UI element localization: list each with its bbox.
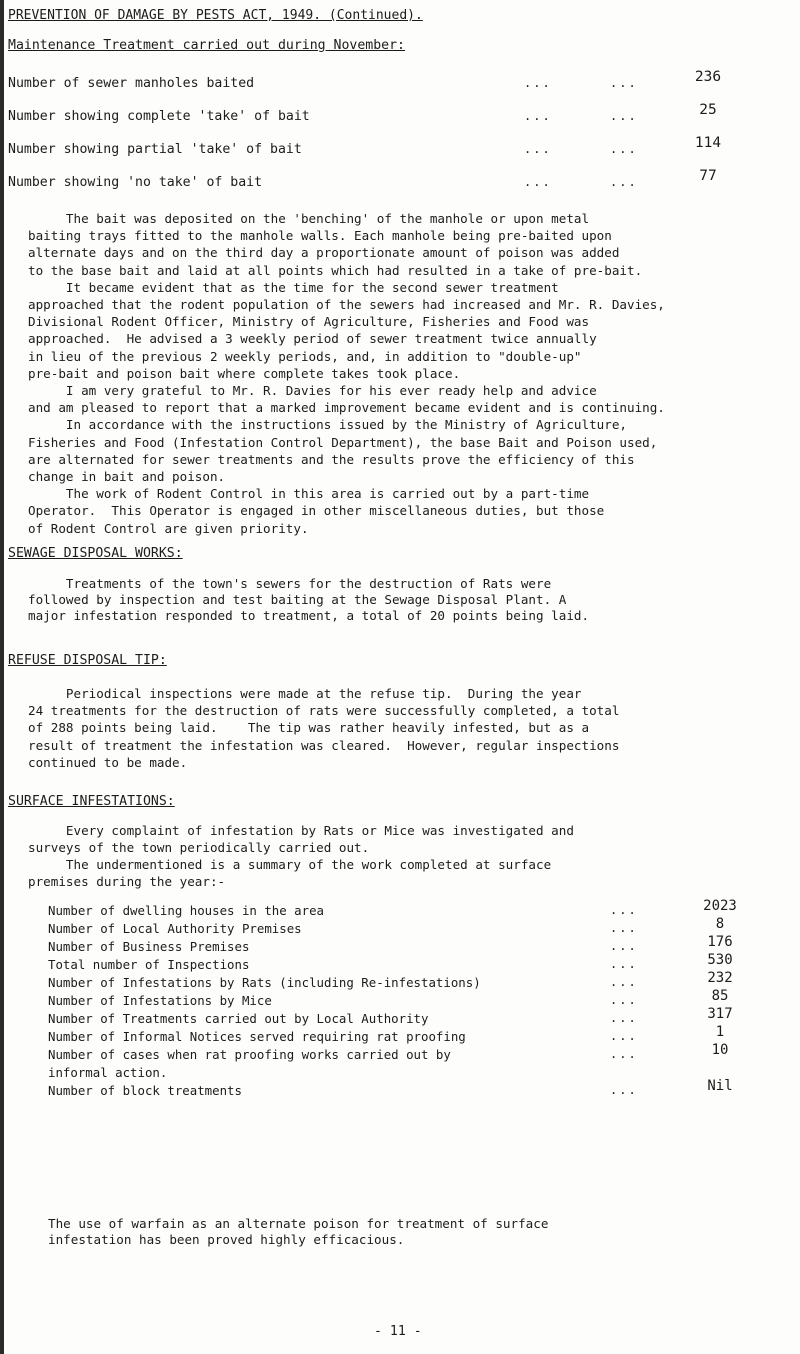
leader-dots: ... (610, 993, 638, 1007)
paragraph-line: to the base bait and laid at all points which had resulted in a take of pre-bait. (28, 262, 643, 278)
maintenance-heading: Maintenance Treatment carried out during November: (8, 38, 405, 53)
leader-dots: ... (610, 903, 638, 917)
paragraph-line: alternate days and on the third day a proportionate amount of poison was added (28, 245, 620, 261)
maintenance-row-value: 236 (694, 69, 722, 85)
page-header: PREVENTION OF DAMAGE BY PESTS ACT, 1949. (Continued). (8, 8, 423, 23)
paragraph-line: Fisheries and Food (Infestation Control Department), the base Bait and Poison used, (28, 434, 658, 450)
paragraph-line: major infestation responded to treatment, a total of 20 points being laid. (28, 608, 590, 623)
leader-dots: ... (524, 142, 552, 156)
surface-heading: SURFACE INFESTATIONS: (8, 794, 175, 809)
leader-dots: ... (610, 1047, 638, 1061)
refuse-heading: REFUSE DISPOSAL TIP: (8, 653, 167, 668)
paragraph-line: premises during the year:- (28, 874, 226, 889)
paragraph-line: Periodical inspections were made at the refuse tip. During the year (28, 686, 582, 701)
paragraph-line: I am very grateful to Mr. R. Davies for his ever ready help and advice (28, 383, 597, 399)
surface-row-value: 176 (707, 934, 733, 950)
paragraph-line: In accordance with the instructions issued by the Ministry of Agriculture, (28, 417, 627, 433)
paragraph-line: change in bait and poison. (28, 469, 226, 485)
surface-row-value: 317 (707, 1006, 733, 1022)
paragraph-line: It became evident that as the time for the second sewer treatment (28, 279, 559, 295)
refuse-paragraph (28, 685, 619, 771)
sewage-heading: SEWAGE DISPOSAL WORKS: (8, 546, 183, 561)
surface-row-label: Number of Infestations by Rats (including Re-infestations) (48, 975, 481, 990)
leader-dots: ... (524, 175, 552, 189)
paragraph-line: of 288 points being laid. The tip was rather heavily infested, but as a (28, 720, 590, 736)
surface-paragraph (28, 822, 574, 890)
paragraph-line: continued to be made. (28, 754, 188, 770)
paragraph-line: in lieu of the previous 2 weekly periods, and, in addition to "double-up" (28, 348, 582, 364)
paragraph-line: result of treatment the infestation was cleared. However, regular inspections (28, 737, 620, 753)
leader-dots: ... (610, 175, 638, 189)
surface-row-label: Number of Business Premises (48, 939, 250, 954)
paragraph-line: The bait was deposited on the 'benching' of the manhole or upon metal (28, 211, 590, 226)
paragraph-line: followed by inspection and test baiting at the Sewage Disposal Plant. A (28, 592, 567, 607)
surface-row-value: 8 (715, 916, 725, 932)
surface-row-value: 10 (711, 1042, 729, 1058)
paragraph-line: The undermentioned is a summary of the work completed at surface (28, 857, 552, 872)
leader-dots: ... (524, 109, 552, 123)
surface-row-label: Number of cases when rat proofing works carried out by (48, 1047, 451, 1062)
leader-dots: ... (610, 1083, 638, 1097)
paragraph-line: Operator. This Operator is engaged in other miscellaneous duties, but those (28, 503, 605, 519)
scan-edge (0, 0, 4, 1354)
leader-dots: ... (610, 142, 638, 156)
paragraph-line: The work of Rodent Control in this area is carried out by a part-time (28, 486, 590, 502)
surface-row-label-continued: informal action. (48, 1065, 168, 1080)
warfarin-paragraph (48, 1216, 548, 1248)
leader-dots: ... (610, 1029, 638, 1043)
paragraph-line: are alternated for sewer treatments and the results prove the efficiency of this (28, 451, 635, 467)
sewage-paragraph (28, 576, 589, 624)
maintenance-row-value: 114 (694, 135, 722, 151)
maintenance-row-value: 77 (699, 168, 717, 184)
maintenance-row-label: Number showing complete 'take' of bait (8, 109, 310, 124)
surface-row-label: Number of Infestations by Mice (48, 993, 272, 1008)
paragraph-line: The use of warfain as an alternate poison for treatment of surface (48, 1216, 549, 1231)
surface-row-label: Number of dwelling houses in the area (48, 903, 325, 918)
surface-row-value: 1 (715, 1024, 725, 1040)
page-number: - 11 - (374, 1324, 422, 1339)
surface-row-label: Total number of Inspections (48, 957, 250, 972)
paragraph-line: Treatments of the town's sewers for the destruction of Rats were (28, 576, 552, 591)
paragraph-line: Divisional Rodent Officer, Ministry of Agriculture, Fisheries and Food was (28, 314, 590, 330)
paragraph-line: infestation has been proved highly efficacious. (48, 1232, 405, 1247)
maintenance-row-value: 25 (699, 102, 717, 118)
paragraph-line: and am pleased to report that a marked improvement became evident and is continuing. (28, 400, 665, 416)
leader-dots: ... (610, 921, 638, 935)
leader-dots: ... (610, 109, 638, 123)
paragraph-line: pre-bait and poison bait where complete takes took place. (28, 365, 461, 381)
surface-row-value: 232 (707, 970, 733, 986)
surface-row-label: Number of Informal Notices served requiring rat proofing (48, 1029, 466, 1044)
paragraph-line: approached that the rodent population of the sewers had increased and Mr. R. Davies, (28, 297, 665, 313)
surface-row-value: Nil (707, 1078, 733, 1094)
paragraph-line: approached. He advised a 3 weekly period of sewer treatment twice annually (28, 331, 597, 347)
leader-dots: ... (610, 957, 638, 971)
paragraph-line: of Rodent Control are given priority. (28, 520, 309, 536)
leader-dots: ... (610, 975, 638, 989)
leader-dots: ... (610, 76, 638, 90)
maintenance-paragraph (28, 210, 665, 537)
leader-dots: ... (610, 939, 638, 953)
paragraph-line: Every complaint of infestation by Rats or Mice was investigated and (28, 823, 574, 838)
leader-dots: ... (524, 76, 552, 90)
paragraph-line: surveys of the town periodically carried out. (28, 840, 370, 855)
leader-dots: ... (610, 1011, 638, 1025)
paragraph-line: baiting trays fitted to the manhole walls. Each manhole being pre-baited upon (28, 228, 612, 244)
paragraph-line: 24 treatments for the destruction of rats were successfully completed, a total (28, 703, 620, 719)
maintenance-row-label: Number showing 'no take' of bait (8, 175, 263, 190)
surface-row-label: Number of Local Authority Premises (48, 921, 302, 936)
surface-row-value: 85 (711, 988, 729, 1004)
surface-row-label: Number of Treatments carried out by Local Authority (48, 1011, 429, 1026)
maintenance-row-label: Number of sewer manholes baited (8, 76, 255, 91)
surface-row-value: 2023 (703, 898, 737, 914)
surface-row-label: Number of block treatments (48, 1083, 242, 1098)
maintenance-row-label: Number showing partial 'take' of bait (8, 142, 302, 157)
surface-row-value: 530 (707, 952, 733, 968)
